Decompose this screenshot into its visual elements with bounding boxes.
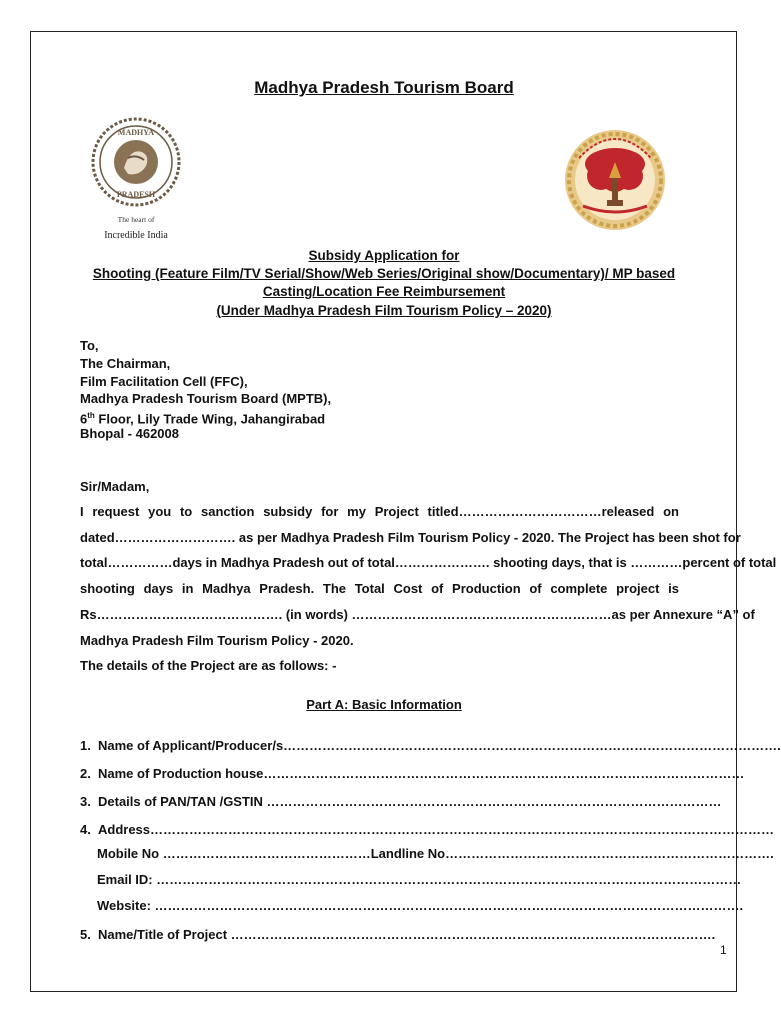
address-line3: Madhya Pradesh Tourism Board (MPTB), bbox=[80, 391, 332, 406]
logo-text-top: MADHYA bbox=[117, 128, 155, 137]
body-line-5: Rs……………………………………. (in words) ……………………………………………………as per Annexure “A” of bbox=[80, 607, 755, 622]
item-number: 1. bbox=[80, 738, 91, 753]
address-line5: Bhopal - 462008 bbox=[80, 426, 179, 441]
form-field-mobile-landline[interactable]: Mobile No …………………………………………Landline No…………………………………………………………………. bbox=[97, 846, 774, 861]
item-label: Address……………………………………………………………………………………………………………………………… bbox=[98, 822, 775, 837]
subsidy-heading-line3: Casting/Location Fee Reimbursement bbox=[262, 284, 506, 299]
form-field-website[interactable]: Website: ………………………………………………………………………………………………………………………. bbox=[97, 898, 744, 913]
address-line2: Film Facilitation Cell (FFC), bbox=[80, 374, 248, 389]
logo-text-bottom: PRADESH bbox=[116, 190, 156, 199]
address-street: Floor, Lily Trade Wing, Jahangirabad bbox=[94, 411, 326, 427]
salutation: Sir/Madam, bbox=[80, 479, 150, 494]
form-field-email[interactable]: Email ID: ……………………………………………………………………………………………………………………… bbox=[97, 872, 742, 887]
address-line1: The Chairman, bbox=[80, 356, 171, 371]
item-label: Details of PAN/TAN /GSTIN …………………………………………………………………………………………… bbox=[98, 794, 722, 809]
body-line-2: dated………………………. as per Madhya Pradesh Film Tourism Policy - 2020. The Project has been shot for bbox=[80, 530, 741, 545]
mp-govt-emblem-icon bbox=[563, 118, 667, 244]
item-number: 5. bbox=[80, 927, 91, 942]
form-item-production-house[interactable] bbox=[80, 766, 745, 781]
body-line-4: shooting days in Madhya Pradesh. The Total Cost of Production of complete project is bbox=[80, 581, 679, 596]
item-number: 3. bbox=[80, 794, 91, 809]
subsidy-heading-line4: (Under Madhya Pradesh Film Tourism Policy – 2020) bbox=[216, 303, 552, 318]
floor-number: 6 bbox=[80, 411, 88, 427]
body-line-7: The details of the Project are as follows: - bbox=[80, 658, 337, 673]
body-line-3: total……………days in Madhya Pradesh out of total…………………. shooting days, that is …………percent of total bbox=[80, 555, 777, 570]
form-item-project-title[interactable] bbox=[80, 927, 716, 942]
mp-tourism-logo bbox=[88, 118, 184, 244]
logo-tagline-1: The heart of bbox=[117, 215, 155, 224]
form-item-address[interactable] bbox=[80, 822, 775, 837]
item-number: 4. bbox=[80, 822, 91, 837]
body-line-6: Madhya Pradesh Film Tourism Policy - 2020. bbox=[80, 633, 354, 648]
logo-tagline-2: Incredible India bbox=[104, 230, 168, 241]
form-item-pan-tan-gstin[interactable] bbox=[80, 794, 722, 809]
form-item-applicant[interactable] bbox=[80, 738, 781, 753]
page-title: Madhya Pradesh Tourism Board bbox=[254, 78, 514, 97]
item-number: 2. bbox=[80, 766, 91, 781]
item-label: Name of Production house………………………………………………………………………………………………… bbox=[98, 766, 745, 781]
address-to: To, bbox=[80, 338, 99, 353]
item-label: Name of Applicant/Producer/s……………………………………………………………………………………………………. bbox=[98, 738, 781, 753]
subsidy-heading-line2: Shooting (Feature Film/TV Serial/Show/Web Series/Original show/Documentary)/ MP based bbox=[92, 266, 676, 281]
part-a-heading: Part A: Basic Information bbox=[306, 697, 462, 712]
floor-suffix: th bbox=[87, 411, 95, 420]
subsidy-heading-line1: Subsidy Application for bbox=[308, 248, 460, 263]
page-number: 1 bbox=[720, 943, 727, 957]
item-label: Name/Title of Project …………………………………………………………………………………………………. bbox=[98, 927, 716, 942]
body-line-1: I request you to sanction subsidy for my Project titled……………………………released on bbox=[80, 504, 679, 519]
